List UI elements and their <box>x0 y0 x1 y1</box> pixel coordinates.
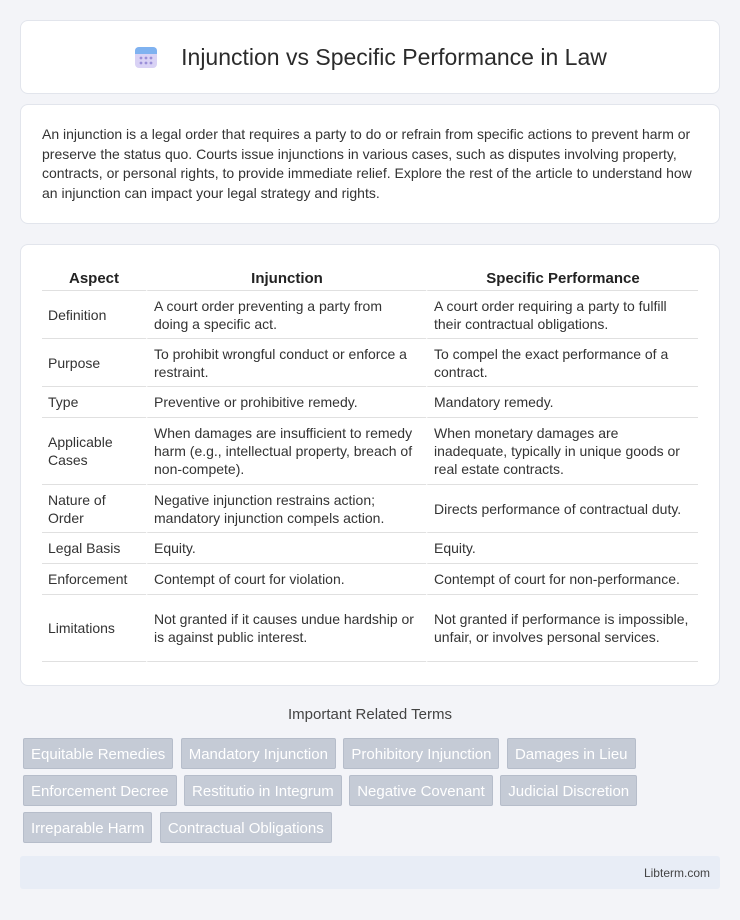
table-row <box>42 533 698 564</box>
specific-performance-cell: Directs performance of contractual duty. <box>426 485 698 533</box>
aspect-cell: Limitations <box>42 595 146 662</box>
injunction-cell: A court order preventing a party from doing a specific act. <box>146 291 426 339</box>
injunction-cell: When damages are insufficient to remedy harm (e.g., intellectual property, breach of non-compete). <box>146 418 426 485</box>
table-row <box>42 595 698 662</box>
page-title: Injunction vs Specific Performance in Law <box>181 43 607 70</box>
specific-performance-cell: To compel the exact performance of a contract. <box>426 339 698 387</box>
table-row <box>42 291 698 339</box>
injunction-cell: Contempt of court for violation. <box>146 564 426 595</box>
specific-performance-cell: Contempt of court for non-performance. <box>426 564 698 595</box>
footer <box>20 856 720 889</box>
aspect-cell: Nature of Order <box>42 485 146 533</box>
related-term-tag[interactable]: Negative Covenant <box>349 775 493 806</box>
footer-site-link[interactable]: Libterm.com <box>643 866 710 880</box>
aspect-cell: Legal Basis <box>42 533 146 564</box>
related-term-tag[interactable]: Irreparable Harm <box>23 812 152 843</box>
related-terms-list <box>23 738 683 849</box>
related-term-tag[interactable]: Damages in Lieu <box>507 738 636 769</box>
aspect-cell: Enforcement <box>42 564 146 595</box>
calendar-grid-icon <box>133 44 159 70</box>
table-row <box>42 387 698 418</box>
table-row <box>42 339 698 387</box>
header-specific-performance: Specific Performance <box>426 267 698 291</box>
injunction-cell: Preventive or prohibitive remedy. <box>146 387 426 418</box>
injunction-cell: Not granted if it causes undue hardship or is against public interest. <box>146 595 426 662</box>
header-card <box>20 20 720 94</box>
aspect-cell: Type <box>42 387 146 418</box>
aspect-cell: Applicable Cases <box>42 418 146 485</box>
related-term-tag[interactable]: Mandatory Injunction <box>181 738 336 769</box>
comparison-table <box>42 267 698 662</box>
specific-performance-cell: When monetary damages are inadequate, typically in unique goods or real estate contracts. <box>426 418 698 485</box>
aspect-cell: Purpose <box>42 339 146 387</box>
intro-text: An injunction is a legal order that requires a party to do or refrain from specific actions to prevent harm or preserve the status quo. Courts issue injunctions in various cases, such as disputes involving property, contracts, or personal rights, to provide immediate relief. Explore the rest of the article to understand how an injunction can impact your legal strategy and rights. <box>42 126 692 201</box>
table-row <box>42 564 698 595</box>
specific-performance-cell: Mandatory remedy. <box>426 387 698 418</box>
related-terms-title: Important Related Terms <box>288 706 452 723</box>
injunction-cell: Negative injunction restrains action; mandatory injunction compels action. <box>146 485 426 533</box>
related-term-tag[interactable]: Equitable Remedies <box>23 738 173 769</box>
table-header-row <box>42 267 698 291</box>
related-term-tag[interactable]: Restitutio in Integrum <box>184 775 342 806</box>
related-term-tag[interactable]: Judicial Discretion <box>500 775 637 806</box>
related-term-tag[interactable]: Enforcement Decree <box>23 775 177 806</box>
header-aspect: Aspect <box>42 267 146 291</box>
specific-performance-cell: A court order requiring a party to fulfill their contractual obligations. <box>426 291 698 339</box>
aspect-cell: Definition <box>42 291 146 339</box>
header-injunction: Injunction <box>146 267 426 291</box>
injunction-cell: Equity. <box>146 533 426 564</box>
comparison-card <box>20 244 720 686</box>
injunction-cell: To prohibit wrongful conduct or enforce a restraint. <box>146 339 426 387</box>
related-term-tag[interactable]: Contractual Obligations <box>160 812 332 843</box>
specific-performance-cell: Equity. <box>426 533 698 564</box>
table-row <box>42 418 698 485</box>
related-term-tag[interactable]: Prohibitory Injunction <box>343 738 499 769</box>
specific-performance-cell: Not granted if performance is impossible, unfair, or involves personal services. <box>426 595 698 662</box>
table-row <box>42 485 698 533</box>
intro-card <box>20 104 720 224</box>
